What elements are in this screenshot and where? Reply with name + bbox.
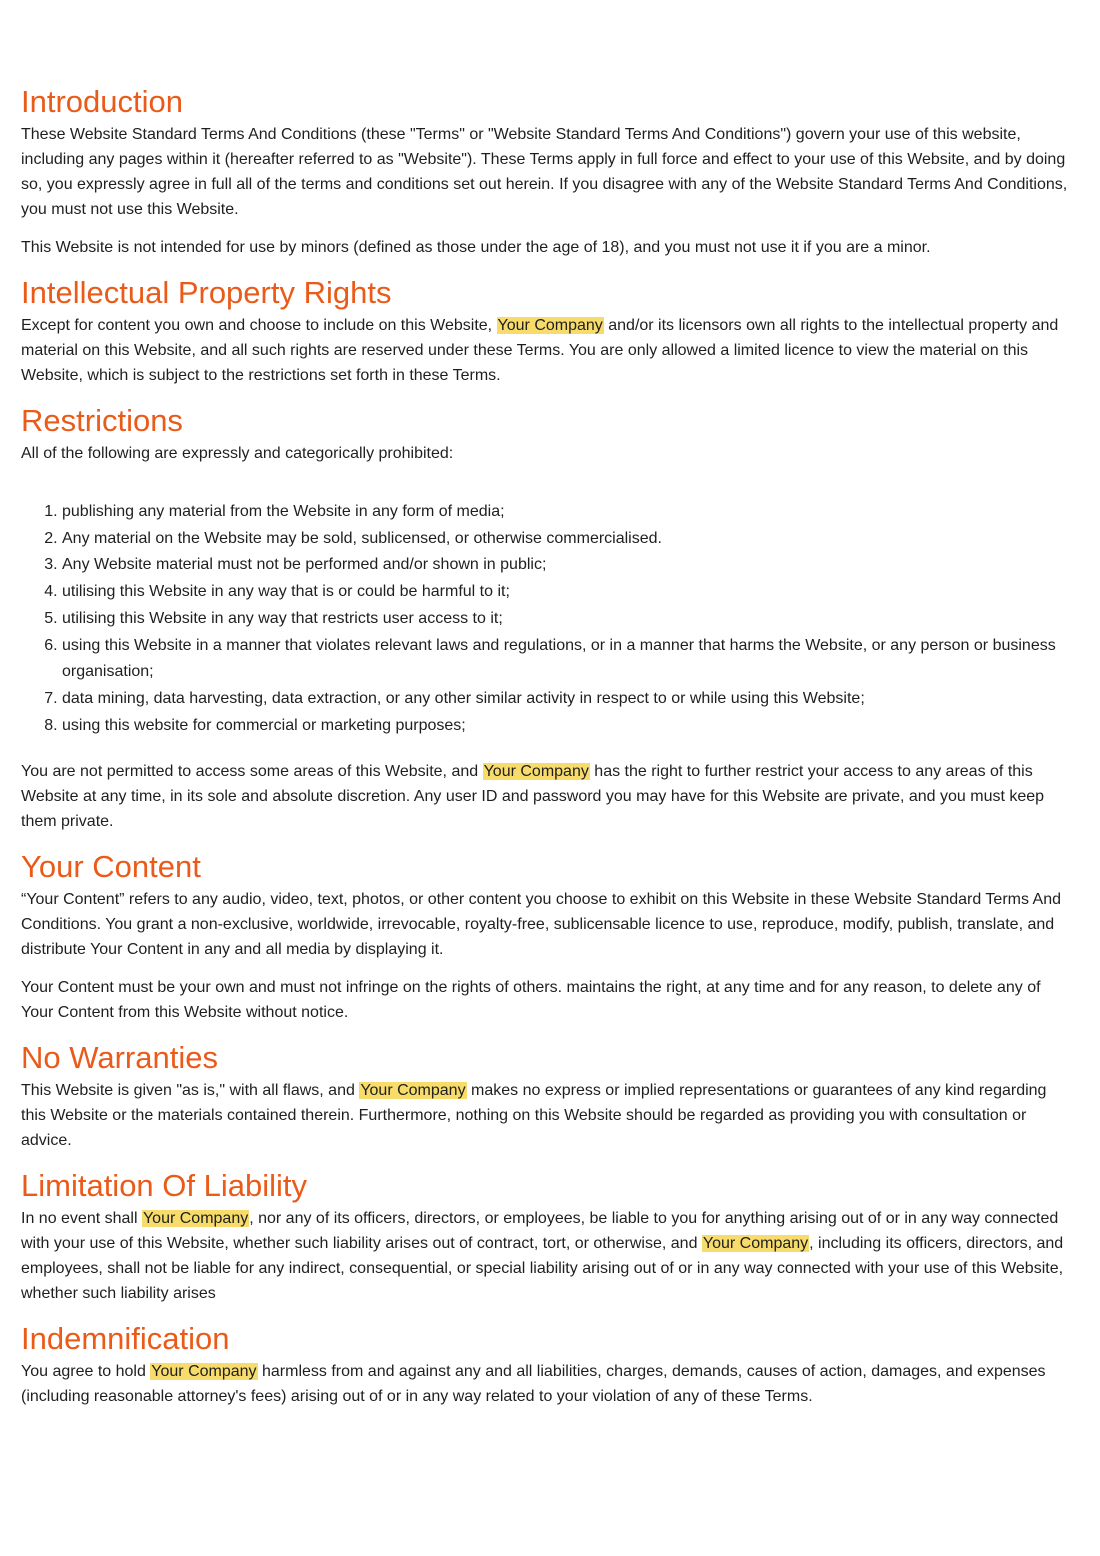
heading-no-warranties: No Warranties <box>21 1040 218 1076</box>
text-run: , nor any of its officers, directors, or employees, be liable to you for anything arising out of or in any way connected with your use of this Website, whether such liability arises out of contract, tort, or otherwise, and <box>21 1210 1059 1253</box>
paragraph <box>21 1359 1070 1409</box>
list-item: 4. utilising this Website in any way that is or could be harmful to it; <box>62 579 1070 606</box>
section-restrictions <box>21 401 1070 834</box>
list-item: 8. using this website for commercial or marketing purposes; <box>62 713 1070 740</box>
paragraph: This Website is not intended for use by minors (defined as those under the age of 18), and you must not use it if you are a minor. <box>21 239 931 256</box>
list-item: 7. data mining, data harvesting, data extraction, or any other similar activity in respect to or while using this Website; <box>62 686 1070 713</box>
paragraph: All of the following are expressly and categorically prohibited: <box>21 445 454 462</box>
section-liability <box>21 1166 1070 1306</box>
text-run: Except for content you own and choose to include on this Website, <box>21 317 497 334</box>
text-run: has the right to further restrict your access to any areas of this Website at any time, in its sole and absolute discretion. Any user ID and password you may have for this Website are private, and you must keep them private. <box>21 763 1045 831</box>
section-no-warranties <box>21 1038 1070 1153</box>
section-your-content <box>21 847 1070 1025</box>
paragraph: These Website Standard Terms And Conditions (these "Terms" or "Website Standard Terms And Conditions") govern your use of this website, including any pages within it (hereafter referred to as "Website"). These Terms apply in full force and effect to your use of this Website, and by doing so, you expressly agree in full all of the terms and conditions set out herein. If you disagree with any of the Website Standard Terms And Conditions, you must not use this Website. <box>21 126 1068 218</box>
company-placeholder: Your Company <box>142 1210 249 1228</box>
heading-your-content: Your Content <box>21 849 201 885</box>
heading-introduction: Introduction <box>21 84 183 119</box>
heading-restrictions: Restrictions <box>21 403 183 438</box>
paragraph: Your Content must be your own and must not infringe on the rights of others. maintains the right, at any time and for any reason, to delete any of Your Content from this Website without notice. <box>21 979 1041 1022</box>
section-ip-rights <box>21 273 1070 388</box>
heading-indemnification: Indemnification <box>21 1321 230 1357</box>
company-placeholder: Your Company <box>497 317 603 334</box>
paragraph: “Your Content” refers to any audio, video, text, photos, or other content you choose to exhibit on this Website in these Website Standard Terms And Conditions. You grant a non-exclusive, worldwide, irrevocable, royalty-free, sublicensable licence to use, reproduce, modify, publish, translate, and distribute Your Content in any and all media by displaying it. <box>21 891 1062 959</box>
paragraph <box>21 759 1070 834</box>
list-item: 6. using this Website in a manner that violates relevant laws and regulations, or in a manner that harms the Website, or any person or business organisation; <box>62 633 1070 686</box>
section-indemnification <box>21 1319 1070 1409</box>
text-run: makes no express or implied representations or guarantees of any kind regarding this Website or the materials contained therein. Furthermore, nothing on this Website should be regarded as providing you with consultation or advice. <box>21 1082 1047 1150</box>
text-run: In no event shall <box>21 1210 142 1228</box>
restrictions-list <box>21 499 1070 739</box>
text-run: , including its officers, directors, and employees, shall not be liable for any indirect, consequential, or special liability arising out of or in any way connected with your use of this Website, whether such liability arises <box>21 1235 1064 1303</box>
heading-liability: Limitation Of Liability <box>21 1168 308 1204</box>
list-item: 5. utilising this Website in any way that restricts user access to it; <box>62 606 1070 633</box>
text-run: You agree to hold <box>21 1363 151 1381</box>
paragraph <box>21 1078 1070 1153</box>
paragraph <box>21 1206 1070 1306</box>
list-item: 3. Any Website material must not be performed and/or shown in public; <box>62 552 1070 579</box>
heading-ip-rights: Intellectual Property Rights <box>21 275 392 310</box>
paragraph <box>21 313 1070 388</box>
text-run: harmless from and against any and all liabilities, charges, demands, causes of action, damages, and expenses (including reasonable attorney's fees) arising out of or in any way related to your violation of any of these Terms. <box>21 1363 1046 1406</box>
company-placeholder: Your Company <box>702 1235 809 1253</box>
company-placeholder: Your Company <box>151 1363 257 1381</box>
company-placeholder: Your Company <box>483 763 589 781</box>
section-introduction <box>21 82 1070 260</box>
list-item: 1. publishing any material from the Website in any form of media; <box>62 499 1070 526</box>
text-run: This Website is given "as is," with all flaws, and <box>21 1082 360 1100</box>
text-run: You are not permitted to access some areas of this Website, and <box>21 763 483 781</box>
list-item: 2. Any material on the Website may be sold, sublicensed, or otherwise commercialised. <box>62 526 1070 553</box>
text-run: and/or its licensors own all rights to the intellectual property and material on this Website, and all such rights are reserved under these Terms. You are only allowed a limited licence to view the material on this Website, which is subject to the restrictions set forth in these Terms. <box>21 317 1059 384</box>
company-placeholder: Your Company <box>360 1082 466 1100</box>
